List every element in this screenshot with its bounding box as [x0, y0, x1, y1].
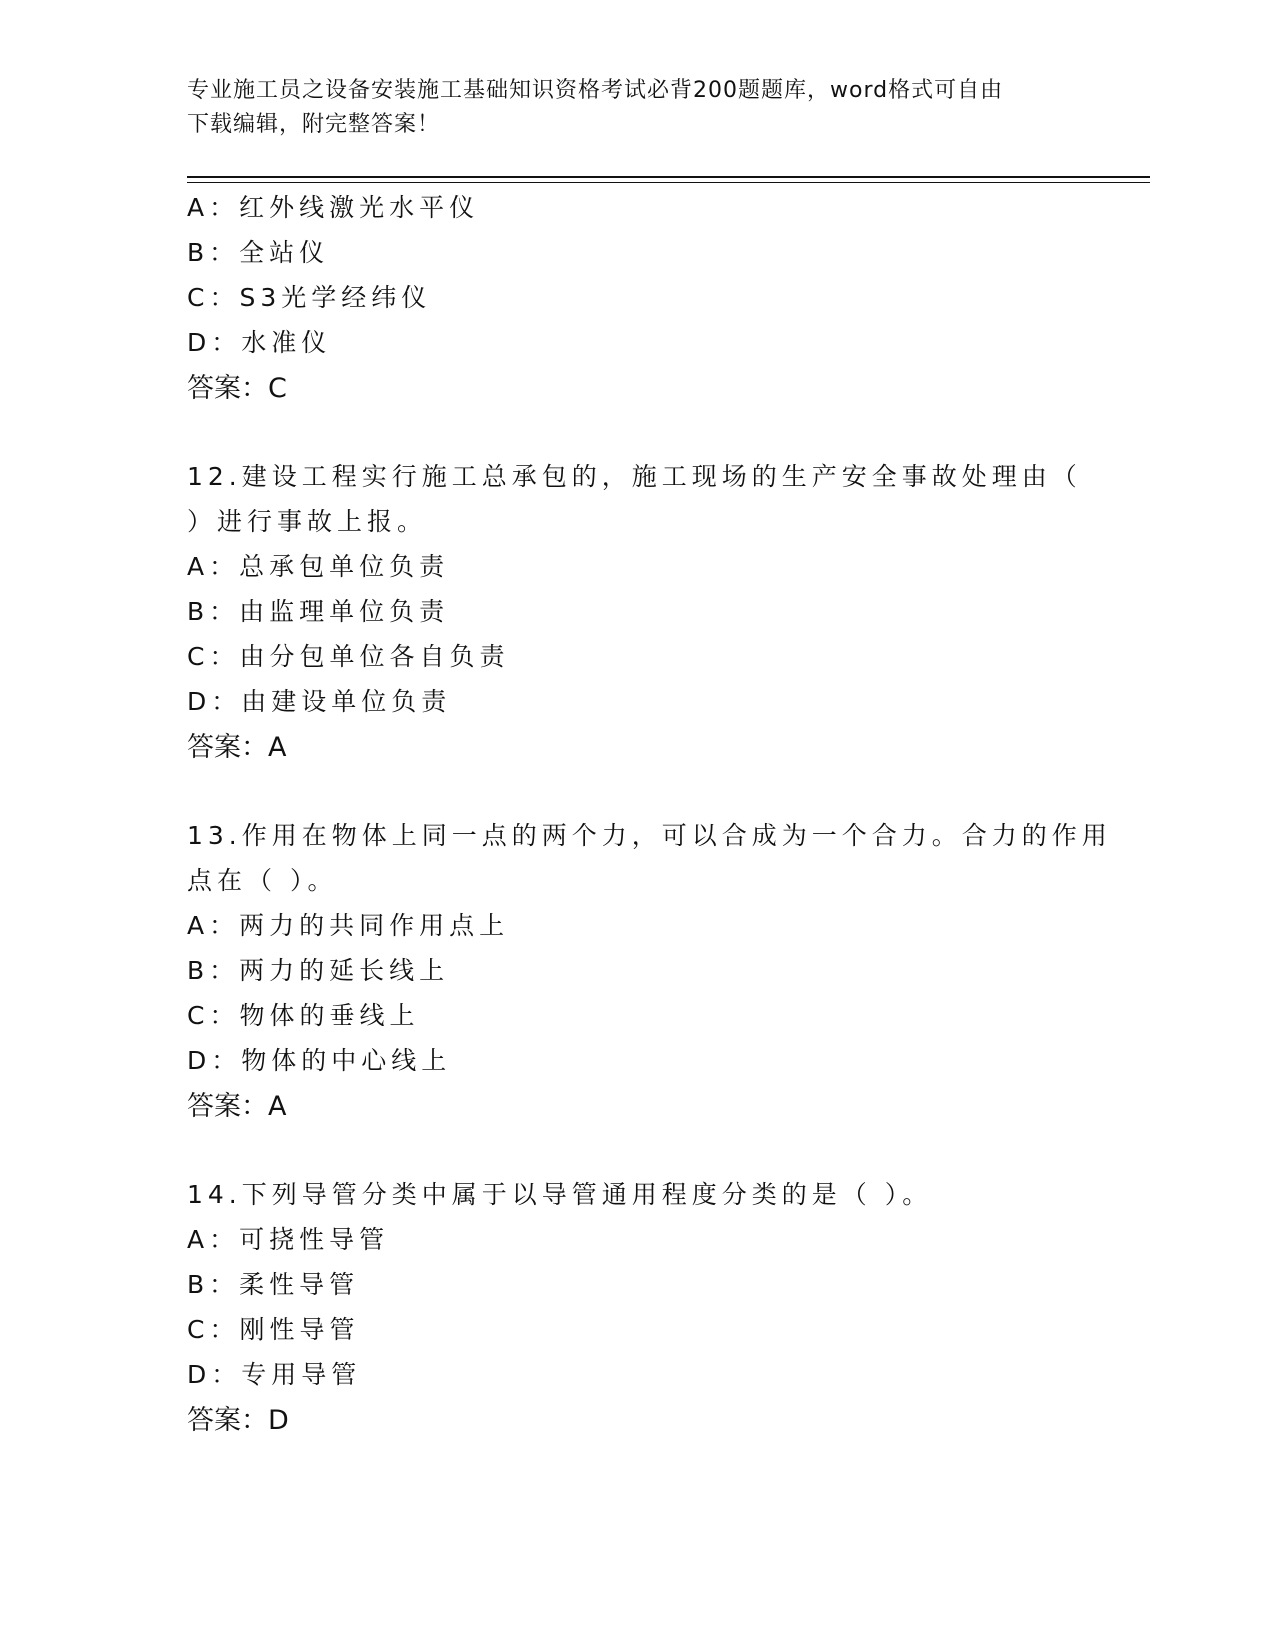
q14-option-b: B：柔性导管 — [187, 1270, 360, 1299]
q13-option-c: C：物体的垂线上 — [187, 1001, 420, 1030]
q14-option-d: D：专用导管 — [187, 1360, 362, 1389]
q13-option-a: A：两力的共同作用点上 — [187, 911, 510, 940]
q11-option-b: B：全站仪 — [187, 238, 330, 267]
header-line-1: 专业施工员之设备安装施工基础知识资格考试必背200题题库，word格式可自由 — [187, 78, 1004, 103]
q13-stem-line-1: 13.作用在物体上同一点的两个力，可以合成为一个合力。合力的作用 — [187, 821, 1112, 850]
document-header — [187, 74, 1067, 142]
q14-stem-line-1: 14.下列导管分类中属于以导管通用程度分类的是（ ）。 — [187, 1180, 933, 1209]
q12-option-a: A：总承包单位负责 — [187, 552, 450, 581]
q14-option-c: C：刚性导管 — [187, 1315, 360, 1344]
q11-option-c: C：S3光学经纬仪 — [187, 283, 432, 312]
q11-option-d: D：水准仪 — [187, 328, 332, 357]
q13-option-d: D：物体的中心线上 — [187, 1046, 452, 1075]
q13-option-b: B：两力的延长线上 — [187, 956, 450, 985]
header-line-2: 下载编辑，附完整答案！ — [187, 112, 441, 137]
q12-option-b: B：由监理单位负责 — [187, 597, 450, 626]
q13-answer: 答案：A — [187, 1091, 287, 1122]
q13-stem-line-2: 点在（ ）。 — [187, 866, 338, 895]
q11-answer: 答案：C — [187, 373, 287, 404]
header-divider-thick — [187, 176, 1150, 178]
q12-stem-line-1: 12.建设工程实行施工总承包的，施工现场的生产安全事故处理由（ — [187, 462, 1082, 491]
q12-stem-line-2: ）进行事故上报。 — [187, 507, 428, 536]
header-divider-thin — [187, 182, 1150, 183]
q12-answer: 答案：A — [187, 732, 287, 763]
q12-option-c: C：由分包单位各自负责 — [187, 642, 510, 671]
q14-answer: 答案：D — [187, 1405, 289, 1436]
q14-option-a: A：可挠性导管 — [187, 1225, 390, 1254]
q11-option-a: A：红外线激光水平仪 — [187, 193, 480, 222]
q12-option-d: D：由建设单位负责 — [187, 687, 452, 716]
